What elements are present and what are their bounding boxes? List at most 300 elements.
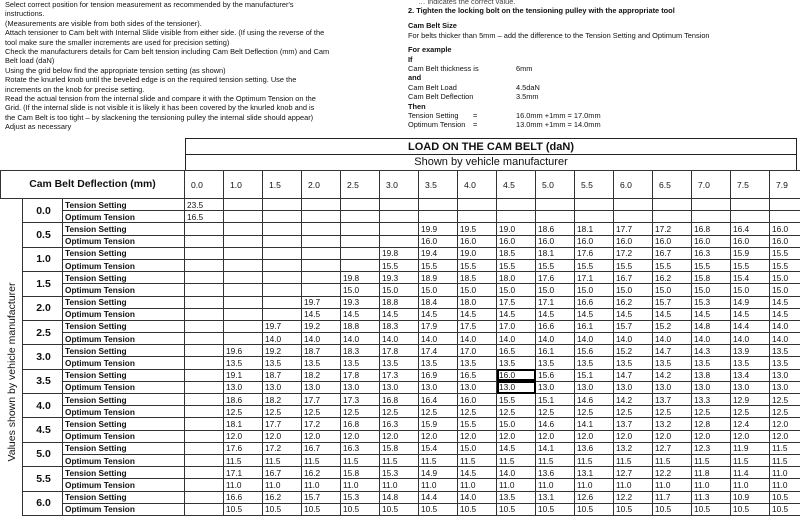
tension-cell: 14.1 — [575, 418, 614, 430]
tension-cell: 15.0 — [770, 272, 800, 284]
optimum-tension-label: Optimum Tension — [63, 406, 185, 418]
optimum-cell: 11.0 — [614, 479, 653, 491]
tension-cell: 17.1 — [536, 296, 575, 308]
tension-cell: 19.7 — [302, 296, 341, 308]
tension-cell — [341, 199, 380, 211]
tension-cell: 16.7 — [302, 442, 341, 454]
tension-cell: 16.4 — [419, 394, 458, 406]
optimum-cell: 11.5 — [380, 454, 419, 466]
tension-cell: 15.0 — [458, 442, 497, 454]
tension-cell: 18.7 — [302, 345, 341, 357]
optimum-label: Optimum Tension — [408, 120, 466, 130]
tension-cell — [380, 223, 419, 235]
optimum-cell: 13.0 — [380, 381, 419, 393]
optimum-cell: 10.5 — [224, 503, 263, 515]
optimum-cell: 12.0 — [341, 430, 380, 442]
tension-cell — [185, 320, 224, 332]
optimum-cell: 11.5 — [497, 454, 536, 466]
optimum-tension-label: Optimum Tension — [63, 284, 185, 296]
tension-cell: 12.0 — [770, 418, 800, 430]
optimum-cell: 15.0 — [731, 284, 770, 296]
tension-cell — [185, 345, 224, 357]
table-row — [1, 333, 800, 345]
optimum-cell — [185, 308, 224, 320]
optimum-cell — [263, 259, 302, 271]
tension-cell: 16.0 — [497, 369, 536, 381]
tension-setting-label: Tension Setting — [63, 247, 185, 259]
table-row — [1, 211, 800, 223]
tension-cell: 13.2 — [653, 418, 692, 430]
instruction-line: the Cam Belt is too tight – by slackening the tensioning pulley the internal slide should appear) — [5, 112, 314, 122]
deflection-value: 3.5 — [23, 369, 63, 393]
optimum-cell — [341, 211, 380, 223]
optimum-tension-label: Optimum Tension — [63, 357, 185, 369]
table-row — [1, 406, 800, 418]
optimum-cell: 15.5 — [614, 259, 653, 271]
tension-cell — [185, 272, 224, 284]
tension-cell: 12.6 — [575, 491, 614, 503]
optimum-cell: 15.0 — [380, 284, 419, 296]
tension-table — [0, 170, 800, 516]
load-column-header: 2.5 — [341, 171, 380, 199]
tension-cell: 17.2 — [263, 442, 302, 454]
optimum-cell: 12.5 — [419, 406, 458, 418]
optimum-cell: 10.5 — [419, 503, 458, 515]
load-column-header: 2.0 — [302, 171, 341, 199]
optimum-cell: 12.0 — [575, 430, 614, 442]
optimum-cell: 14.0 — [614, 333, 653, 345]
deflection-value: 1.5 — [23, 272, 63, 296]
tension-cell: 12.8 — [692, 418, 731, 430]
optimum-cell: 11.5 — [263, 454, 302, 466]
optimum-cell: 13.0 — [692, 381, 731, 393]
instruction-line: Attach tensioner to Cam belt with Internal Slide visible from either side. (If using the reverse of the — [5, 28, 325, 38]
table-heading — [185, 138, 797, 170]
tension-cell: 19.0 — [497, 223, 536, 235]
tension-cell: 12.2 — [614, 491, 653, 503]
optimum-cell: 13.0 — [731, 381, 770, 393]
and-label: and — [408, 73, 422, 83]
tension-cell — [302, 223, 341, 235]
optimum-cell: 12.0 — [224, 430, 263, 442]
tension-cell: 12.3 — [692, 442, 731, 454]
optimum-cell: 12.5 — [341, 406, 380, 418]
tension-cell: 13.0 — [770, 369, 800, 381]
optimum-cell — [185, 284, 224, 296]
optimum-cell: 15.5 — [380, 259, 419, 271]
optimum-cell: 11.5 — [536, 454, 575, 466]
tension-cell: 13.5 — [497, 491, 536, 503]
tension-cell: 19.8 — [341, 272, 380, 284]
load-column-header: 7.9 — [770, 171, 800, 199]
tension-cell — [497, 199, 536, 211]
tension-cell: 19.9 — [419, 223, 458, 235]
optimum-cell: 13.5 — [692, 357, 731, 369]
tension-cell — [224, 199, 263, 211]
optimum-cell: 11.0 — [458, 479, 497, 491]
optimum-cell: 12.5 — [770, 406, 800, 418]
table-row — [1, 272, 800, 284]
optimum-cell: 13.5 — [458, 357, 497, 369]
optimum-cell: 13.0 — [224, 381, 263, 393]
optimum-cell: 14.5 — [341, 308, 380, 320]
optimum-cell: 12.5 — [692, 406, 731, 418]
optimum-cell: 13.5 — [575, 357, 614, 369]
optimum-cell: 10.5 — [458, 503, 497, 515]
tension-setting-label: Tension Setting — [63, 272, 185, 284]
tension-cell: 15.4 — [419, 442, 458, 454]
thickness-value: 6mm — [516, 63, 533, 73]
tension-cell: 18.2 — [263, 394, 302, 406]
tension-cell: 15.9 — [419, 418, 458, 430]
deflection-value: 3.0 — [23, 345, 63, 369]
optimum-cell — [185, 479, 224, 491]
tension-cell: 15.4 — [731, 272, 770, 284]
optimum-cell: 16.0 — [497, 235, 536, 247]
tension-cell: 17.6 — [224, 442, 263, 454]
tension-cell: 19.7 — [263, 320, 302, 332]
deflection-value: 2.0 — [23, 296, 63, 320]
tension-cell — [302, 247, 341, 259]
optimum-cell — [263, 235, 302, 247]
optimum-cell: 12.0 — [419, 430, 458, 442]
tension-cell: 12.2 — [653, 467, 692, 479]
optimum-cell — [302, 211, 341, 223]
optimum-cell: 14.5 — [692, 308, 731, 320]
tension-cell: 13.1 — [536, 491, 575, 503]
optimum-cell: 15.0 — [575, 284, 614, 296]
load-column-header: 6.5 — [653, 171, 692, 199]
load-column-header: 7.5 — [731, 171, 770, 199]
optimum-cell — [731, 211, 770, 223]
load-value: 4.5daN — [516, 82, 540, 92]
optimum-cell: 11.0 — [653, 479, 692, 491]
tension-cell — [185, 296, 224, 308]
tension-cell: 16.2 — [263, 491, 302, 503]
optimum-cell: 15.0 — [536, 284, 575, 296]
tension-cell: 16.6 — [536, 320, 575, 332]
instruction-line: instructions. — [5, 9, 45, 19]
deflection-value: 4.5 — [23, 418, 63, 442]
table-row — [1, 503, 800, 515]
tension-cell: 16.8 — [692, 223, 731, 235]
tension-cell: 15.5 — [497, 394, 536, 406]
tension-cell: 13.4 — [731, 369, 770, 381]
instruction-line: Adjust as necessary — [5, 122, 72, 132]
tension-cell: 16.0 — [770, 223, 800, 235]
tension-cell — [263, 199, 302, 211]
tension-cell: 16.4 — [731, 223, 770, 235]
optimum-cell: 12.0 — [653, 430, 692, 442]
tension-cell: 14.0 — [497, 467, 536, 479]
tension-cell: 13.7 — [614, 418, 653, 430]
optimum-cell — [185, 259, 224, 271]
optimum-cell: 11.5 — [224, 454, 263, 466]
load-column-header: 5.0 — [536, 171, 575, 199]
tension-cell: 16.8 — [341, 418, 380, 430]
optimum-cell: 15.5 — [770, 259, 800, 271]
tension-cell: 18.9 — [419, 272, 458, 284]
load-column-header: 6.0 — [614, 171, 653, 199]
tension-cell: 17.3 — [380, 369, 419, 381]
table-title: LOAD ON THE CAM BELT (daN) — [407, 141, 574, 153]
optimum-cell: 10.5 — [614, 503, 653, 515]
deflection-value: 3.5mm — [516, 92, 539, 102]
optimum-cell: 12.0 — [692, 430, 731, 442]
tension-cell — [224, 247, 263, 259]
optimum-cell: 16.0 — [770, 235, 800, 247]
tension-cell: 15.7 — [653, 296, 692, 308]
optimum-cell: 15.5 — [536, 259, 575, 271]
optimum-cell: 13.5 — [224, 357, 263, 369]
optimum-cell: 13.0 — [653, 381, 692, 393]
load-column-header: 5.5 — [575, 171, 614, 199]
optimum-cell: 14.0 — [380, 333, 419, 345]
load-column-header: 3.0 — [380, 171, 419, 199]
tension-setting-label: Tension Setting — [63, 418, 185, 430]
optimum-cell: 13.5 — [653, 357, 692, 369]
table-row — [1, 381, 800, 393]
tension-cell: 15.2 — [614, 345, 653, 357]
table-row — [1, 394, 800, 406]
tension-cell — [224, 272, 263, 284]
optimum-cell — [692, 211, 731, 223]
optimum-cell: 12.0 — [380, 430, 419, 442]
tension-cell: 19.3 — [380, 272, 419, 284]
table-row — [1, 259, 800, 271]
tension-cell: 18.4 — [419, 296, 458, 308]
table-row — [1, 369, 800, 381]
tension-cell: 13.9 — [731, 345, 770, 357]
tension-cell — [341, 247, 380, 259]
optimum-cell: 15.0 — [614, 284, 653, 296]
tension-cell: 18.3 — [341, 345, 380, 357]
tension-cell — [770, 199, 800, 211]
optimum-cell: 11.0 — [380, 479, 419, 491]
optimum-cell: 14.0 — [458, 333, 497, 345]
optimum-cell: 11.5 — [614, 454, 653, 466]
instruction-line: (Measurements are visible from both sides of the tensioner). — [5, 18, 202, 28]
table-row — [1, 247, 800, 259]
tension-cell: 18.5 — [497, 247, 536, 259]
tension-cell: 12.7 — [614, 467, 653, 479]
tension-cell: 14.0 — [458, 491, 497, 503]
tension-cell: 14.2 — [614, 394, 653, 406]
size-heading: Cam Belt Size — [408, 21, 457, 31]
deflection-value: 1.0 — [23, 247, 63, 271]
tension-cell: 14.1 — [536, 442, 575, 454]
tension-cell: 16.0 — [458, 394, 497, 406]
tension-cell: 17.1 — [224, 467, 263, 479]
optimum-cell: 14.5 — [770, 308, 800, 320]
tension-cell: 16.3 — [341, 442, 380, 454]
tension-cell: 18.8 — [380, 296, 419, 308]
side-label: Values shown by vehicle manufacturer — [5, 282, 18, 462]
tension-cell: 17.2 — [302, 418, 341, 430]
tension-cell: 13.8 — [692, 369, 731, 381]
tension-cell: 15.0 — [497, 418, 536, 430]
tension-cell: 14.7 — [614, 369, 653, 381]
tension-cell — [185, 491, 224, 503]
tension-cell: 12.9 — [731, 394, 770, 406]
optimum-cell: 16.5 — [185, 211, 224, 223]
tension-cell: 15.6 — [536, 369, 575, 381]
tension-cell: 19.0 — [458, 247, 497, 259]
tension-setting-label: Tension Setting — [63, 467, 185, 479]
tension-cell: 17.6 — [536, 272, 575, 284]
table-row — [1, 357, 800, 369]
tension-cell — [224, 223, 263, 235]
thickness-label: Cam Belt thickness is — [408, 63, 479, 73]
tension-cell: 16.1 — [575, 320, 614, 332]
optimum-cell: 14.0 — [653, 333, 692, 345]
load-column-header: 1.5 — [263, 171, 302, 199]
optimum-cell: 10.5 — [536, 503, 575, 515]
optimum-cell: 14.5 — [497, 308, 536, 320]
optimum-cell: 10.5 — [770, 503, 800, 515]
optimum-cell: 12.5 — [614, 406, 653, 418]
tension-cell — [536, 199, 575, 211]
tension-cell: 15.3 — [380, 467, 419, 479]
optimum-cell — [770, 211, 800, 223]
optimum-cell: 14.5 — [575, 308, 614, 320]
optimum-cell: 14.5 — [653, 308, 692, 320]
optimum-cell: 15.5 — [458, 259, 497, 271]
tension-setting-label: Tension Setting — [63, 394, 185, 406]
if-label: If — [408, 54, 413, 64]
optimum-tension-label: Optimum Tension — [63, 259, 185, 271]
load-header-row — [1, 171, 800, 199]
optimum-cell: 12.0 — [458, 430, 497, 442]
optimum-cell: 12.5 — [497, 406, 536, 418]
tension-cell — [185, 223, 224, 235]
tension-cell — [575, 199, 614, 211]
optimum-cell: 12.5 — [224, 406, 263, 418]
tension-cell: 12.4 — [731, 418, 770, 430]
tension-cell — [185, 467, 224, 479]
optimum-cell: 12.5 — [575, 406, 614, 418]
optimum-cell: 10.5 — [380, 503, 419, 515]
tension-cell: 10.9 — [731, 491, 770, 503]
tension-cell: 17.9 — [419, 320, 458, 332]
tension-cell: 16.2 — [653, 272, 692, 284]
instruction-line: Select correct position for tension measurement as recommended by the manufacturer's — [5, 0, 294, 9]
tension-cell: 15.8 — [692, 272, 731, 284]
tension-cell — [731, 199, 770, 211]
tension-cell: 14.3 — [692, 345, 731, 357]
tension-cell: 16.5 — [497, 345, 536, 357]
optimum-cell — [185, 333, 224, 345]
instruction-line: Rotate the knurled knob until the beveled edge is on the required tension setting. Use the — [5, 75, 297, 85]
tension-cell: 11.4 — [731, 467, 770, 479]
tension-cell: 17.8 — [380, 345, 419, 357]
tension-cell: 13.6 — [536, 467, 575, 479]
optimum-cell: 13.0 — [614, 381, 653, 393]
optimum-cell: 12.5 — [458, 406, 497, 418]
tension-cell: 17.0 — [497, 320, 536, 332]
instruction-line: Belt load (daN) — [5, 56, 55, 66]
optimum-tension-label: Optimum Tension — [63, 381, 185, 393]
tension-cell: 18.6 — [536, 223, 575, 235]
optimum-cell: 14.0 — [263, 333, 302, 345]
tension-cell: 16.7 — [614, 272, 653, 284]
optimum-cell: 10.5 — [653, 503, 692, 515]
optimum-cell: 14.5 — [458, 308, 497, 320]
optimum-cell: 15.0 — [341, 284, 380, 296]
optimum-cell: 15.0 — [497, 284, 536, 296]
optimum-cell: 15.5 — [419, 259, 458, 271]
tension-cell: 16.2 — [302, 467, 341, 479]
load-column-header: 3.5 — [419, 171, 458, 199]
optimum-cell: 15.0 — [692, 284, 731, 296]
tension-cell: 14.7 — [653, 345, 692, 357]
tension-cell: 15.1 — [575, 369, 614, 381]
tension-cell: 23.5 — [185, 199, 224, 211]
tension-cell: 18.7 — [263, 369, 302, 381]
optimum-cell: 11.5 — [575, 454, 614, 466]
side-label-cell — [1, 199, 23, 516]
optimum-cell: 10.5 — [302, 503, 341, 515]
optimum-cell: 12.0 — [536, 430, 575, 442]
tension-cell: 13.5 — [770, 345, 800, 357]
optimum-cell: 11.0 — [341, 479, 380, 491]
optimum-cell — [224, 284, 263, 296]
optimum-cell: 11.0 — [575, 479, 614, 491]
tension-cell: 19.8 — [380, 247, 419, 259]
optimum-cell: 13.5 — [302, 357, 341, 369]
tension-cell: 16.6 — [575, 296, 614, 308]
optimum-cell: 14.5 — [614, 308, 653, 320]
tension-cell: 19.2 — [263, 345, 302, 357]
tension-cell — [692, 199, 731, 211]
tension-cell: 18.6 — [224, 394, 263, 406]
optimum-cell — [224, 259, 263, 271]
tension-cell: 15.9 — [731, 247, 770, 259]
size-text: For belts thicker than 5mm – add the difference to the Tension Setting and Optimum Tension — [408, 30, 710, 40]
optimum-cell — [185, 406, 224, 418]
optimum-cell: 14.0 — [497, 333, 536, 345]
optimum-cell: 13.5 — [614, 357, 653, 369]
tension-cell: 15.6 — [575, 345, 614, 357]
tension-cell: 17.2 — [614, 247, 653, 259]
optimum-cell: 11.0 — [419, 479, 458, 491]
optimum-cell: 16.0 — [419, 235, 458, 247]
tension-cell: 15.3 — [341, 491, 380, 503]
tension-cell: 16.7 — [653, 247, 692, 259]
tension-setting-label: Tension Setting — [63, 320, 185, 332]
optimum-tension-label: Optimum Tension — [63, 479, 185, 491]
tension-cell: 17.7 — [302, 394, 341, 406]
tension-cell: 11.8 — [692, 467, 731, 479]
tension-cell: 16.9 — [419, 369, 458, 381]
optimum-cell: 14.0 — [302, 333, 341, 345]
deflection-value: 0.0 — [23, 199, 63, 223]
tension-setting-label: Tension Setting — [63, 199, 185, 211]
step-2: 2. Tighten the locking bolt on the tensioning pulley with the appropriate tool — [408, 6, 675, 15]
tension-cell: 14.6 — [575, 394, 614, 406]
optimum-cell: 11.0 — [536, 479, 575, 491]
optimum-cell: 11.0 — [731, 479, 770, 491]
tension-cell: 17.7 — [263, 418, 302, 430]
optimum-cell: 11.5 — [458, 454, 497, 466]
tension-cell — [185, 247, 224, 259]
optimum-cell — [302, 235, 341, 247]
optimum-cell: 14.5 — [536, 308, 575, 320]
optimum-cell: 14.5 — [302, 308, 341, 320]
table-row — [1, 442, 800, 454]
optimum-cell: 13.0 — [458, 381, 497, 393]
optimum-cell: 15.0 — [419, 284, 458, 296]
